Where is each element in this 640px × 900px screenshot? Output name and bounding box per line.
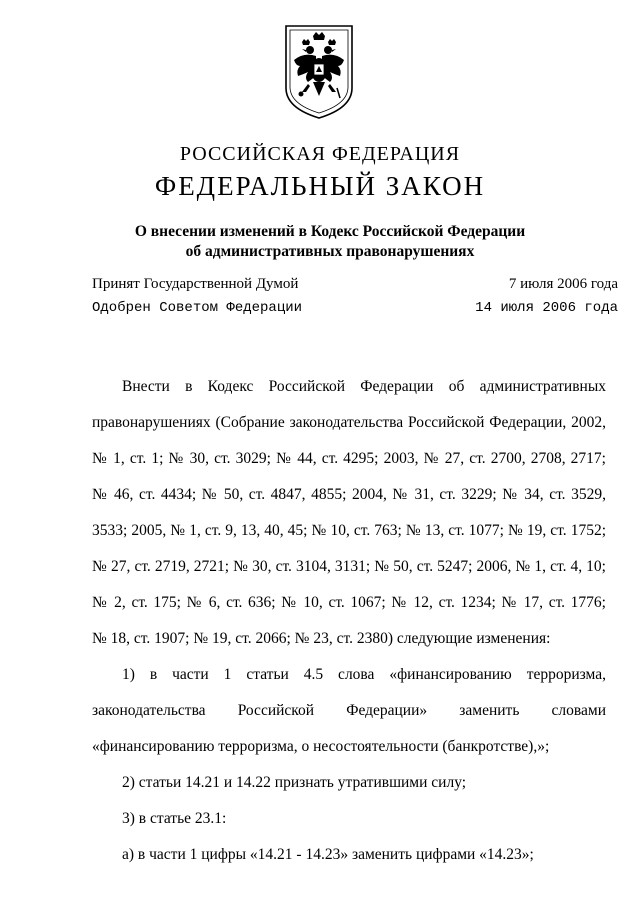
body-line: а) в части 1 цифры «14.21 - 14.23» заменить цифрами «14.23»; xyxy=(122,846,534,863)
body-line: 3533; 2005, № 1, ст. 9, 13, 40, 45; № 10, ст. 763; № 13, ст. 1077; № 19, ст. 1752; xyxy=(92,522,606,539)
law-type-heading: ФЕДЕРАЛЬНЫЙ ЗАКОН xyxy=(154,171,486,201)
duma-adoption-label: Принят Государственной Думой xyxy=(92,276,299,292)
duma-adoption-date: 7 июля 2006 года xyxy=(508,276,618,292)
council-approval-label: Одобрен Советом Федерации xyxy=(92,300,303,316)
body-line: № 46, ст. 4434; № 50, ст. 4847, 4855; 2004, № 31, ст. 3229; № 34, ст. 3529, xyxy=(92,486,606,503)
body-line: правонарушениях (Собрание законодательства Российской Федерации, 2002, xyxy=(92,414,606,431)
country-heading: РОССИЙСКАЯ ФЕДЕРАЦИЯ xyxy=(179,143,461,165)
coat-of-arms-emblem-icon xyxy=(280,22,358,122)
law-title xyxy=(60,222,600,262)
law-title-line: О внесении изменений в Кодекс Российской Федерации xyxy=(134,223,526,240)
body-line: 3) в статье 23.1: xyxy=(122,810,227,827)
body-line: 2) статьи 14.21 и 14.22 признать утратившими силу; xyxy=(122,774,467,791)
body-line: законодательства Российской Федерации» заменить словами xyxy=(92,702,606,719)
law-title-line: об административных правонарушениях xyxy=(185,243,475,260)
body-line: Внести в Кодекс Российской Федерации об административных xyxy=(122,378,606,395)
body-line: № 27, ст. 2719, 2721; № 30, ст. 3104, 3131; № 50, ст. 5247; 2006, № 1, ст. 4, 10; xyxy=(92,558,606,575)
body-line: № 1, ст. 1; № 30, ст. 3029; № 44, ст. 4295; 2003, № 27, ст. 2700, 2708, 2717; xyxy=(92,450,606,467)
body-line: 1) в части 1 статьи 4.5 слова «финансированию терроризма, xyxy=(122,666,606,683)
council-approval-date: 14 июля 2006 года xyxy=(475,300,618,316)
body-line: № 18, ст. 1907; № 19, ст. 2066; № 23, ст. 2380) следующие изменения: xyxy=(92,630,551,647)
body-line: «финансированию терроризма, о несостоятельности (банкротстве),»; xyxy=(92,738,550,755)
body-line: № 2, ст. 175; № 6, ст. 636; № 10, ст. 1067; № 12, ст. 1234; № 17, ст. 1776; xyxy=(92,594,606,611)
